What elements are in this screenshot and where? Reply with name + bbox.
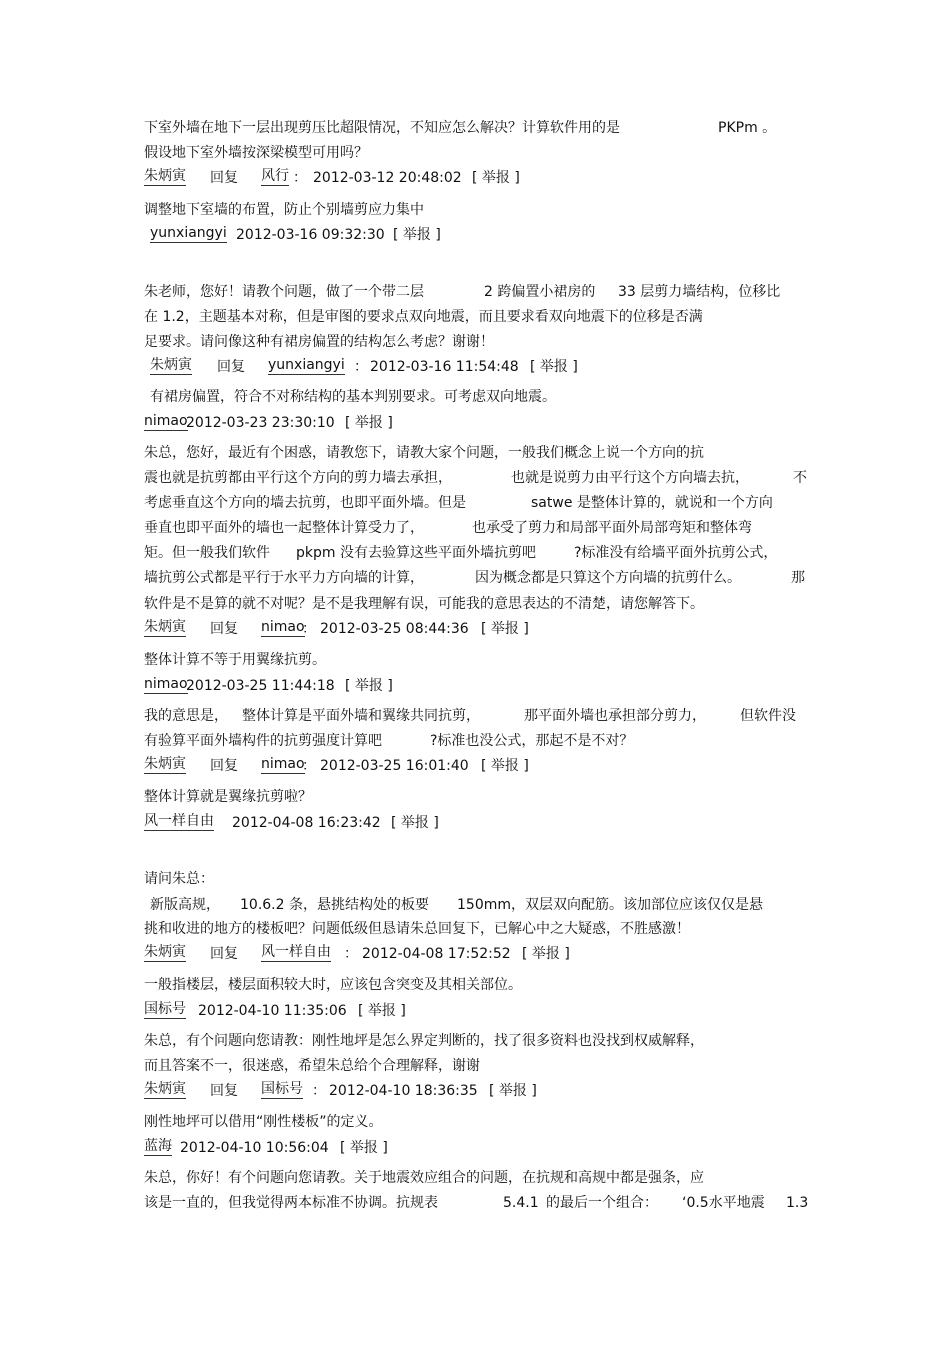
- report-link[interactable]: [ 举报 ]: [358, 1003, 406, 1019]
- author-link[interactable]: 朱炳寅: [144, 168, 186, 184]
- answer-line: [0, 649, 950, 671]
- separator: ：: [293, 170, 307, 186]
- reply-meta: [0, 167, 950, 189]
- reply-meta: [0, 943, 950, 965]
- answer-text: 整体计算不等于用翼缘抗剪。: [144, 652, 326, 668]
- post-text: 33 层剪力墙结构，位移比: [618, 284, 781, 300]
- post-text: 朱总，你好！有个问题向您请教。关于地震效应组合的问题，在抗规和高规中都是强条，应: [144, 1170, 704, 1186]
- post-text: 10.6.2 条，悬挑结构处的板要: [240, 897, 429, 913]
- answer-text: 有裙房偏置，符合不对称结构的基本判别要求。可考虑双向地震。: [150, 389, 556, 405]
- reply-label: 回复: [210, 621, 238, 637]
- post3-question-line: [0, 567, 950, 589]
- timestamp: 2012-03-16 09:32:30: [236, 227, 385, 243]
- report-link[interactable]: [ 举报 ]: [345, 678, 393, 694]
- timestamp: 2012-04-10 10:56:04: [180, 1140, 329, 1156]
- post-text: 那平面外墙也承担部分剪力，: [524, 708, 706, 724]
- reply-target-link[interactable]: yunxiangyi: [268, 357, 345, 373]
- reply-target-link[interactable]: 风行: [261, 168, 289, 184]
- post-text: 有验算平面外墙构件的抗剪强度计算吧: [144, 733, 382, 749]
- post-text: pkpm 没有去验算这些平面外墙抗剪吧: [296, 545, 536, 561]
- post-text: 5.4.1: [503, 1195, 539, 1211]
- post2-question-line: [0, 331, 950, 353]
- post-text: satwe 是整体计算的，就说和一个方向: [531, 495, 773, 511]
- timestamp: 2012-03-25 08:44:36: [320, 621, 469, 637]
- follow-meta: [0, 224, 950, 246]
- reply-label: 回复: [210, 1083, 238, 1099]
- post-text: 挑和收进的地方的楼板吧？问题低级但恳请朱总回复下，已解心中之大疑惑，不胜感激！: [144, 921, 690, 937]
- reply-label: 回复: [210, 946, 238, 962]
- report-link[interactable]: [ 举报 ]: [489, 1083, 537, 1099]
- post-text: 软件是不是算的就不对呢？是不是我理解有误，可能我的意思表达的不清楚，请您解答下。: [144, 596, 704, 612]
- reply-target-link[interactable]: nimao: [261, 619, 305, 635]
- reply-target-link[interactable]: nimao: [261, 756, 305, 772]
- separator: ：: [344, 946, 358, 962]
- post-text: ?标准没有给墙平面外抗剪公式，: [574, 545, 778, 561]
- post-text: 垂直也即平面外的墙也一起整体计算受力了，: [144, 520, 424, 536]
- post-text: 下室外墙在地下一层出现剪压比超限情况，不知应怎么解决？计算软件用的是: [144, 120, 620, 136]
- post3-question-line: [0, 492, 950, 514]
- post-text: ‘0.5水平地震: [682, 1195, 765, 1211]
- reply-label: 回复: [210, 758, 238, 774]
- reply-meta: [0, 356, 950, 378]
- report-link[interactable]: [ 举报 ]: [391, 815, 439, 831]
- post1-question-line: [0, 117, 950, 139]
- timestamp: 2012-03-23 23:30:10: [186, 415, 335, 431]
- post-text: 不: [793, 470, 807, 486]
- post-text: ?标准也没公式，那起不是不对？: [430, 733, 634, 749]
- timestamp: 2012-04-08 17:52:52: [362, 946, 511, 962]
- author-link[interactable]: 朱炳寅: [144, 944, 186, 960]
- answer-line: [0, 974, 950, 996]
- post-text: PKPm 。: [718, 120, 777, 136]
- answer-line: [0, 1111, 950, 1133]
- post3-question-line: [0, 517, 950, 539]
- post-text: 墙抗剪公式都是平行于水平力方向墙的计算，: [144, 570, 424, 586]
- author-link[interactable]: nimao: [144, 413, 188, 429]
- post-text: 但软件没: [740, 708, 796, 724]
- separator: ：: [354, 359, 368, 375]
- answer-text: 一般指楼层，楼层面积较大时，应该包含突变及其相关部位。: [144, 977, 522, 993]
- timestamp: 2012-04-10 11:35:06: [198, 1003, 347, 1019]
- reply-target-link[interactable]: 风一样自由: [261, 944, 331, 960]
- post-text: 新版高规，: [150, 897, 220, 913]
- post5-question-line: [0, 1055, 950, 1077]
- report-link[interactable]: [ 举报 ]: [481, 621, 529, 637]
- post-text: 1.3: [786, 1195, 809, 1211]
- post-text: 足要求。请问像这种有裙房偏置的结构怎么考虑？谢谢！: [144, 334, 494, 350]
- reply-target-link[interactable]: 国标号: [261, 1081, 303, 1097]
- report-link[interactable]: [ 举报 ]: [522, 946, 570, 962]
- separator: ：: [312, 1083, 326, 1099]
- report-link[interactable]: [ 举报 ]: [472, 170, 520, 186]
- post1-question-line: [0, 142, 950, 164]
- post-text: 矩。但一般我们软件: [144, 545, 270, 561]
- separator: ：: [302, 758, 316, 774]
- author-link[interactable]: 蓝海: [144, 1138, 172, 1154]
- post-text: 震也就是抗剪都由平行这个方向的剪力墙去承担，: [144, 470, 452, 486]
- post-text: 那: [791, 570, 805, 586]
- post2-question-line: [0, 281, 950, 303]
- author-link[interactable]: 朱炳寅: [144, 619, 186, 635]
- post-text: 我的意思是，: [144, 708, 228, 724]
- post-text: 在 1.2，主题基本对称，但是审图的要求点双向地震，而且要求看双向地震下的位移是否满: [144, 309, 703, 325]
- post-text: 也承受了剪力和局部平面外局部弯矩和整体弯: [472, 520, 752, 536]
- post-text: 请问朱总：: [144, 871, 214, 887]
- post-text: 该是一直的，但我觉得两本标准不协调。抗规表: [144, 1195, 438, 1211]
- reply-meta: [0, 618, 950, 640]
- timestamp: 2012-03-25 11:44:18: [186, 678, 335, 694]
- answer-line: [0, 386, 950, 408]
- post4-question-line: [0, 918, 950, 940]
- post-text: 整体计算是平面外墙和翼缘共同抗剪，: [242, 708, 480, 724]
- author-link[interactable]: 国标号: [144, 1001, 186, 1017]
- answer-text: 刚性地坪可以借用“刚性楼板”的定义。: [144, 1114, 383, 1130]
- author-link[interactable]: nimao: [144, 676, 188, 692]
- separator: ：: [302, 621, 316, 637]
- follow-meta: [0, 412, 950, 434]
- report-link[interactable]: [ 举报 ]: [530, 359, 578, 375]
- post6-question-line: [0, 1192, 950, 1214]
- post3-question-line: [0, 542, 950, 564]
- post-text: 的最后一个组合：: [546, 1195, 658, 1211]
- post3-follow-line: [0, 705, 950, 727]
- timestamp: 2012-03-12 20:48:02: [313, 170, 462, 186]
- answer-line: [0, 786, 950, 808]
- post3-question-line: [0, 593, 950, 615]
- reply-meta: [0, 1080, 950, 1102]
- author-link[interactable]: 风一样自由: [144, 813, 214, 829]
- answer-text: 调整地下室墙的布置，防止个别墙剪应力集中: [144, 202, 424, 218]
- report-link[interactable]: [ 举报 ]: [481, 758, 529, 774]
- author-link[interactable]: yunxiangyi: [150, 225, 227, 241]
- post-text: 朱老师，您好！请教个问题，做了一个带二层: [144, 284, 424, 300]
- post2-question-line: [0, 306, 950, 328]
- answer-text: 整体计算就是翼缘抗剪啦？: [144, 789, 312, 805]
- post-text: 假设地下室外墙按深梁模型可用吗？: [144, 145, 368, 161]
- answer-line: [0, 199, 950, 221]
- author-link[interactable]: 朱炳寅: [150, 357, 192, 373]
- follow-meta: [0, 675, 950, 697]
- author-link[interactable]: 朱炳寅: [144, 756, 186, 772]
- post-text: 朱总，有个问题向您请教：刚性地坪是怎么界定判断的，找了很多资料也没找到权威解释，: [144, 1033, 704, 1049]
- post3-question-line: [0, 442, 950, 464]
- post6-question-line: [0, 1167, 950, 1189]
- post3-question-line: [0, 467, 950, 489]
- post-text: 而且答案不一，很迷惑，希望朱总给个合理解释，谢谢: [144, 1058, 480, 1074]
- report-link[interactable]: [ 举报 ]: [345, 415, 393, 431]
- author-link[interactable]: 朱炳寅: [144, 1081, 186, 1097]
- post-text: 朱总，您好，最近有个困惑，请教您下，请教大家个问题，一般我们概念上说一个方向的抗: [144, 445, 704, 461]
- post-text: 2 跨偏置小裙房的: [484, 284, 596, 300]
- timestamp: 2012-04-10 18:36:35: [329, 1083, 478, 1099]
- report-link[interactable]: [ 举报 ]: [340, 1140, 388, 1156]
- timestamp: 2012-03-16 11:54:48: [370, 359, 519, 375]
- post-text: 也就是说剪力由平行这个方向墙去抗，: [511, 470, 749, 486]
- follow-meta: [0, 1000, 950, 1022]
- post4-intro-line: [0, 868, 950, 890]
- follow-meta: [0, 1137, 950, 1159]
- timestamp: 2012-03-25 16:01:40: [320, 758, 469, 774]
- post4-question-line: [0, 894, 950, 916]
- reply-meta: [0, 755, 950, 777]
- post3-follow-line: [0, 730, 950, 752]
- post-text: 因为概念都是只算这个方向墙的抗剪什么。: [475, 570, 741, 586]
- post5-question-line: [0, 1030, 950, 1052]
- follow-meta: [0, 812, 950, 834]
- post-text: 考虑垂直这个方向的墙去抗剪，也即平面外墙。但是: [144, 495, 466, 511]
- report-link[interactable]: [ 举报 ]: [393, 227, 441, 243]
- timestamp: 2012-04-08 16:23:42: [232, 815, 381, 831]
- post-text: 150mm，双层双向配筋。该加部位应该仅仅是悬: [457, 897, 763, 913]
- reply-label: 回复: [210, 170, 238, 186]
- reply-label: 回复: [217, 359, 245, 375]
